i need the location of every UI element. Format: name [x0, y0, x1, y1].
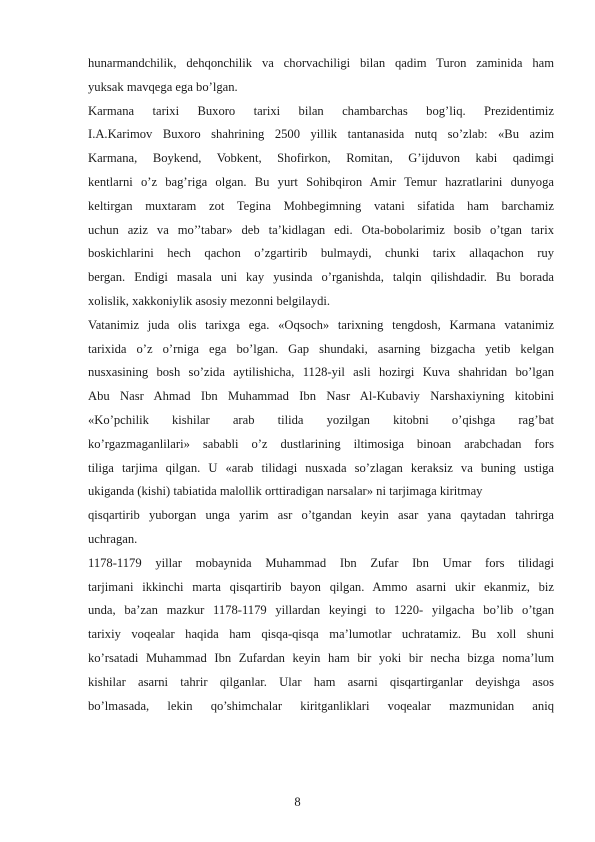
text-line: hunarmandchilik, dehqonchilik va chorvachiligi bilan qadim Turon zaminida ham — [88, 56, 554, 70]
text-line: 1178-1179 yillar mobaynida Muhammad Ibn Zufar Ibn Umar fors tilidagi — [88, 555, 554, 570]
text-line: kishilar asarni tahrir qilganlar. Ular ham asarni qisqartirganlar deyishga asos — [88, 674, 554, 689]
text-line: xolislik, xakkoniylik asosiy mezonni belgilaydi. — [88, 293, 331, 308]
page-number: 8 — [294, 795, 301, 809]
text-line: bo’lmasada, lekin qo’shimchalar kiritganliklari voqealar mazmunidan aniq — [88, 698, 554, 713]
text-line: ukiganda (kishi) tabiatida malollik orttiradigan narsalar» ni tarjimaga kiritmay — [88, 484, 483, 499]
text-line: ko’rsatadi Muhammad Ibn Zufardan keyin ham bir yoki bir necha bizga noma’lum — [88, 650, 554, 665]
text-line: tiliga tarjima qilgan. U «arab tilidagi nusxada so’zlagan keraksiz va buning ustiga — [88, 460, 554, 475]
text-line: I.A.Karimov Buxoro shahrining 2500 yillik tantanasida nutq so’zlab: «Bu azim — [88, 127, 554, 142]
text-line: Vatanimiz juda olis tarixga ega. «Oqsoch» tarixning tengdosh, Karmana vatanimiz — [88, 317, 554, 332]
text-line: boskichlarini hech qachon o’zgartirib bulmaydi, chunki tarix allaqachon ruy — [88, 246, 554, 261]
text-line: bergan. Endigi masala uni kay yusinda o’rganishda, talqin qilishdadir. Bu borada — [88, 270, 554, 285]
text-line: ko’rgazmaganlilari» sababli o’z dustlarining iltimosiga binoan arabchadan fors — [88, 436, 554, 451]
text-line: Karmana, Boykend, Vobkent, Shofirkon, Romitan, G’ijduvon kabi qadimgi — [88, 151, 554, 166]
text-line: uchun aziz va mo’’tabar» deb ta’kidlagan edi. Ota-bobolarimiz bosib o’tgan tarix — [88, 222, 554, 237]
text-line: «Ko’pchilik kishilar arab tilida yozilgan kitobni o’qishga rag’bat — [88, 412, 554, 427]
text-line: qisqartirib yuborgan unga yarim asr o’tgandan keyin asar yana qaytadan tahrirga — [88, 508, 554, 523]
text-line: kentlarni o’z bag’riga olgan. Bu yurt Sohibqiron Amir Temur hazratlarini dunyoga — [88, 174, 554, 189]
text-line: tarixida o’z o’rniga ega bo’lgan. Gap shundaki, asarning bizgacha yetib kelgan — [88, 341, 554, 356]
text-line: Abu Nasr Ahmad Ibn Muhammad Ibn Nasr Al-Kubaviy Narshaxiyning kitobini — [88, 389, 554, 404]
body-text — [88, 52, 554, 718]
text-line: tarixiy voqealar haqida ham qisqa-qisqa ma’lumotlar uchratamiz. Bu xoll shuni — [88, 627, 554, 642]
text-line: Karmana tarixi Buxoro tarixi bilan chambarchas bog’liq. Prezidentimiz — [88, 103, 554, 118]
text-line: nusxasining bosh so’zida aytilishicha, 1128-yil asli hozirgi Kuva shahridan bo’lgan — [88, 365, 554, 380]
text-line: unda, ba’zan mazkur 1178-1179 yillardan keyingi to 1220- yilgacha bo’lib o’tgan — [88, 603, 554, 618]
text-line: keltirgan muxtaram zot Tegina Mohbegimning vatani sifatida ham barchamiz — [88, 198, 554, 213]
text-line: uchragan. — [88, 531, 138, 546]
text-line: yuksak mavqega ega bo’lgan. — [88, 79, 238, 94]
text-line: tarjimani ikkinchi marta qisqartirib bayon qilgan. Ammo asarni ukir ekanmiz, biz — [88, 579, 554, 594]
